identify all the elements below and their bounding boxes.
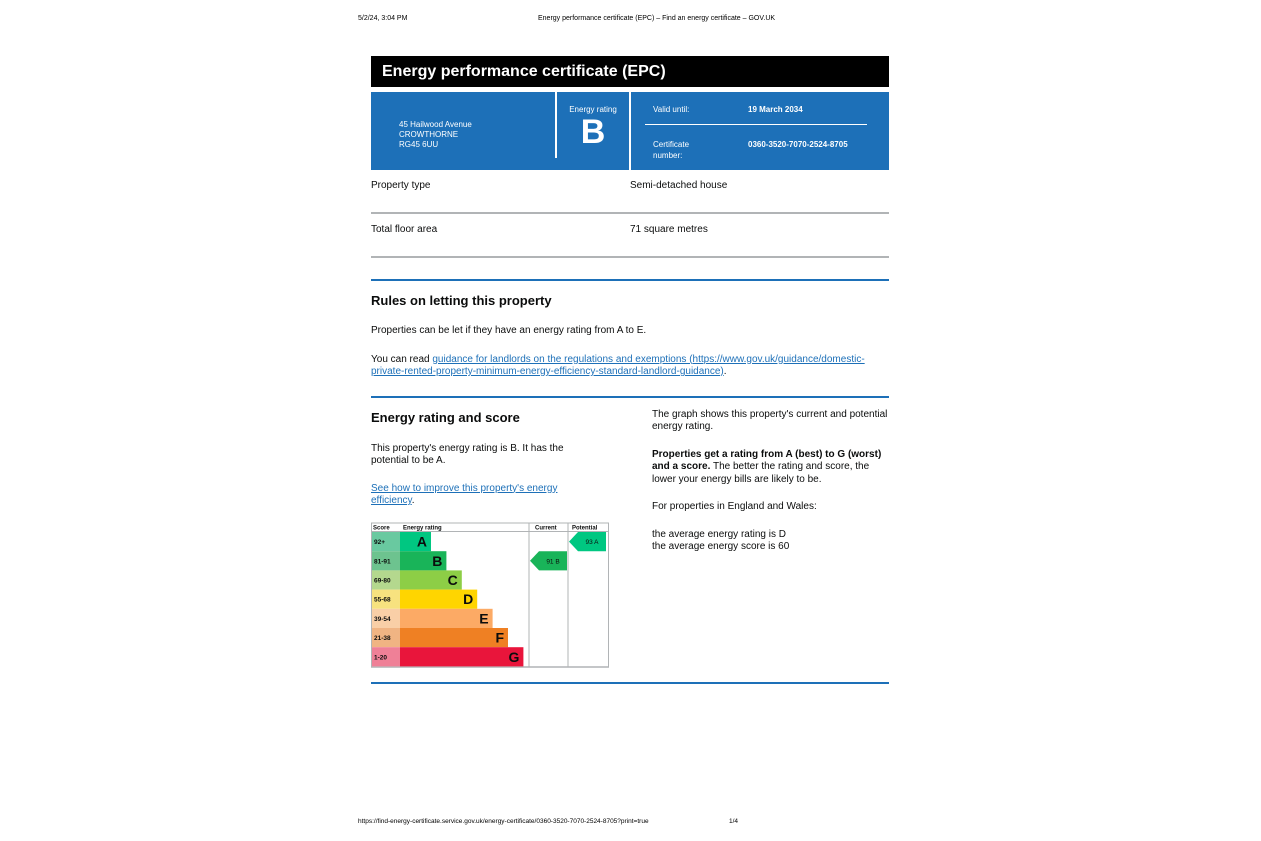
- divider: [645, 124, 867, 125]
- header-current: Current: [535, 525, 557, 531]
- energy-rating-chart: [371, 522, 609, 668]
- potential-rating-marker-label: 93 A: [585, 538, 599, 546]
- section-divider: [371, 682, 889, 684]
- score-range-label-e: 39-54: [374, 615, 391, 623]
- rating-band-letter-e: E: [479, 609, 489, 626]
- rules-heading: Rules on letting this property: [371, 293, 552, 308]
- rating-summary-text: This property's energy rating is B. It has the potential to be A.: [371, 442, 564, 466]
- print-page-title: Energy performance certificate (EPC) – Find an energy certificate – GOV.UK: [538, 15, 776, 22]
- energy-score-heading: Energy rating and score: [371, 409, 520, 425]
- property-type-label: Property type: [371, 180, 431, 191]
- average-rating-text: the average energy rating is D: [652, 528, 786, 540]
- print-page-number: 1/4: [729, 818, 739, 825]
- average-score-text: the average energy score is 60: [652, 541, 790, 552]
- rules-guidance-suffix: .: [723, 366, 727, 377]
- improve-link-suffix: .: [411, 495, 415, 506]
- header-potential: Potential: [572, 525, 598, 531]
- rules-guidance-text: [371, 354, 889, 379]
- rating-band-letter-f: F: [495, 629, 504, 646]
- floor-area-label: Total floor area: [371, 224, 438, 235]
- valid-until-label: Valid until:: [653, 105, 690, 114]
- print-datetime: 5/2/24, 3:04 PM: [358, 15, 408, 22]
- rating-explanation-bold: Properties get a rating from A (best) to G (worst) and a score.: [652, 448, 882, 472]
- address-line: CROWTHORNE: [399, 130, 459, 139]
- property-type-row: [371, 170, 889, 214]
- valid-until-value: 19 March 2034: [748, 105, 803, 114]
- improve-efficiency-link[interactable]: See how to improve this property's energy efficiency: [371, 482, 558, 506]
- address-line: 45 Hailwood Avenue: [399, 120, 472, 129]
- rules-section: [371, 279, 889, 379]
- floor-area-row: [371, 214, 889, 258]
- graph-description: The graph shows this property's current and potential energy rating.: [652, 408, 888, 432]
- epc-summary-box: [371, 92, 889, 170]
- certificate-page: [371, 56, 889, 682]
- rating-band-g: [400, 647, 523, 666]
- rating-band-letter-g: G: [508, 648, 520, 665]
- print-url: https://find-energy-certificate.service.gov.uk/energy-certificate/0360-3520-7070-2524-8705?print=true: [358, 818, 649, 825]
- score-range-label-g: 1-20: [374, 653, 388, 661]
- certificate-number-label: Certificate number:: [653, 140, 690, 160]
- rating-bands: [372, 532, 523, 666]
- improve-efficiency-text: [371, 483, 596, 508]
- energy-rating-letter: B: [580, 113, 606, 151]
- divider: [629, 92, 631, 170]
- rating-explanation: [652, 449, 892, 487]
- england-wales-label: For properties in England and Wales:: [652, 501, 817, 512]
- score-range-label-c: 69-80: [374, 577, 391, 584]
- property-type-value: Semi-detached house: [630, 180, 728, 191]
- score-range-label-b: 81-91: [374, 557, 391, 565]
- rating-band-letter-a: A: [416, 533, 427, 550]
- certificate-number-value: 0360-3520-7070-2524-8705: [748, 140, 848, 149]
- rating-band-f: [400, 628, 508, 647]
- energy-rating-label: Energy rating: [569, 105, 617, 114]
- header-score: Score: [373, 525, 390, 531]
- address-line: RG45 6UU: [399, 140, 439, 149]
- score-range-label-a: 92+: [374, 538, 386, 546]
- page-title: Energy performance certificate (EPC): [371, 56, 889, 87]
- property-address: [399, 120, 472, 150]
- floor-area-value: 71 square metres: [630, 224, 708, 235]
- rules-text: Properties can be let if they have an energy rating from A to E.: [371, 325, 647, 336]
- rating-band-letter-b: B: [432, 552, 443, 569]
- rating-band-letter-c: C: [447, 571, 458, 588]
- current-rating-marker-label: 91 B: [546, 557, 560, 565]
- header-energy-rating: Energy rating: [403, 525, 442, 531]
- rating-band-letter-d: D: [463, 590, 474, 607]
- energy-score-section: [371, 396, 889, 682]
- rules-guidance-prefix: You can read: [371, 353, 433, 365]
- score-range-label-d: 55-68: [374, 596, 391, 604]
- score-range-label-f: 21-38: [374, 634, 391, 642]
- landlord-guidance-link[interactable]: guidance for landlords on the regulations and exemptions (https://www.gov.uk/guidance/domestic-private-rented-property-minimum-energy-efficiency-standard-landlord-guidance): [371, 353, 865, 377]
- rating-explanation-rest: The better the rating and score, the lower your energy bills are likely to be.: [652, 461, 870, 485]
